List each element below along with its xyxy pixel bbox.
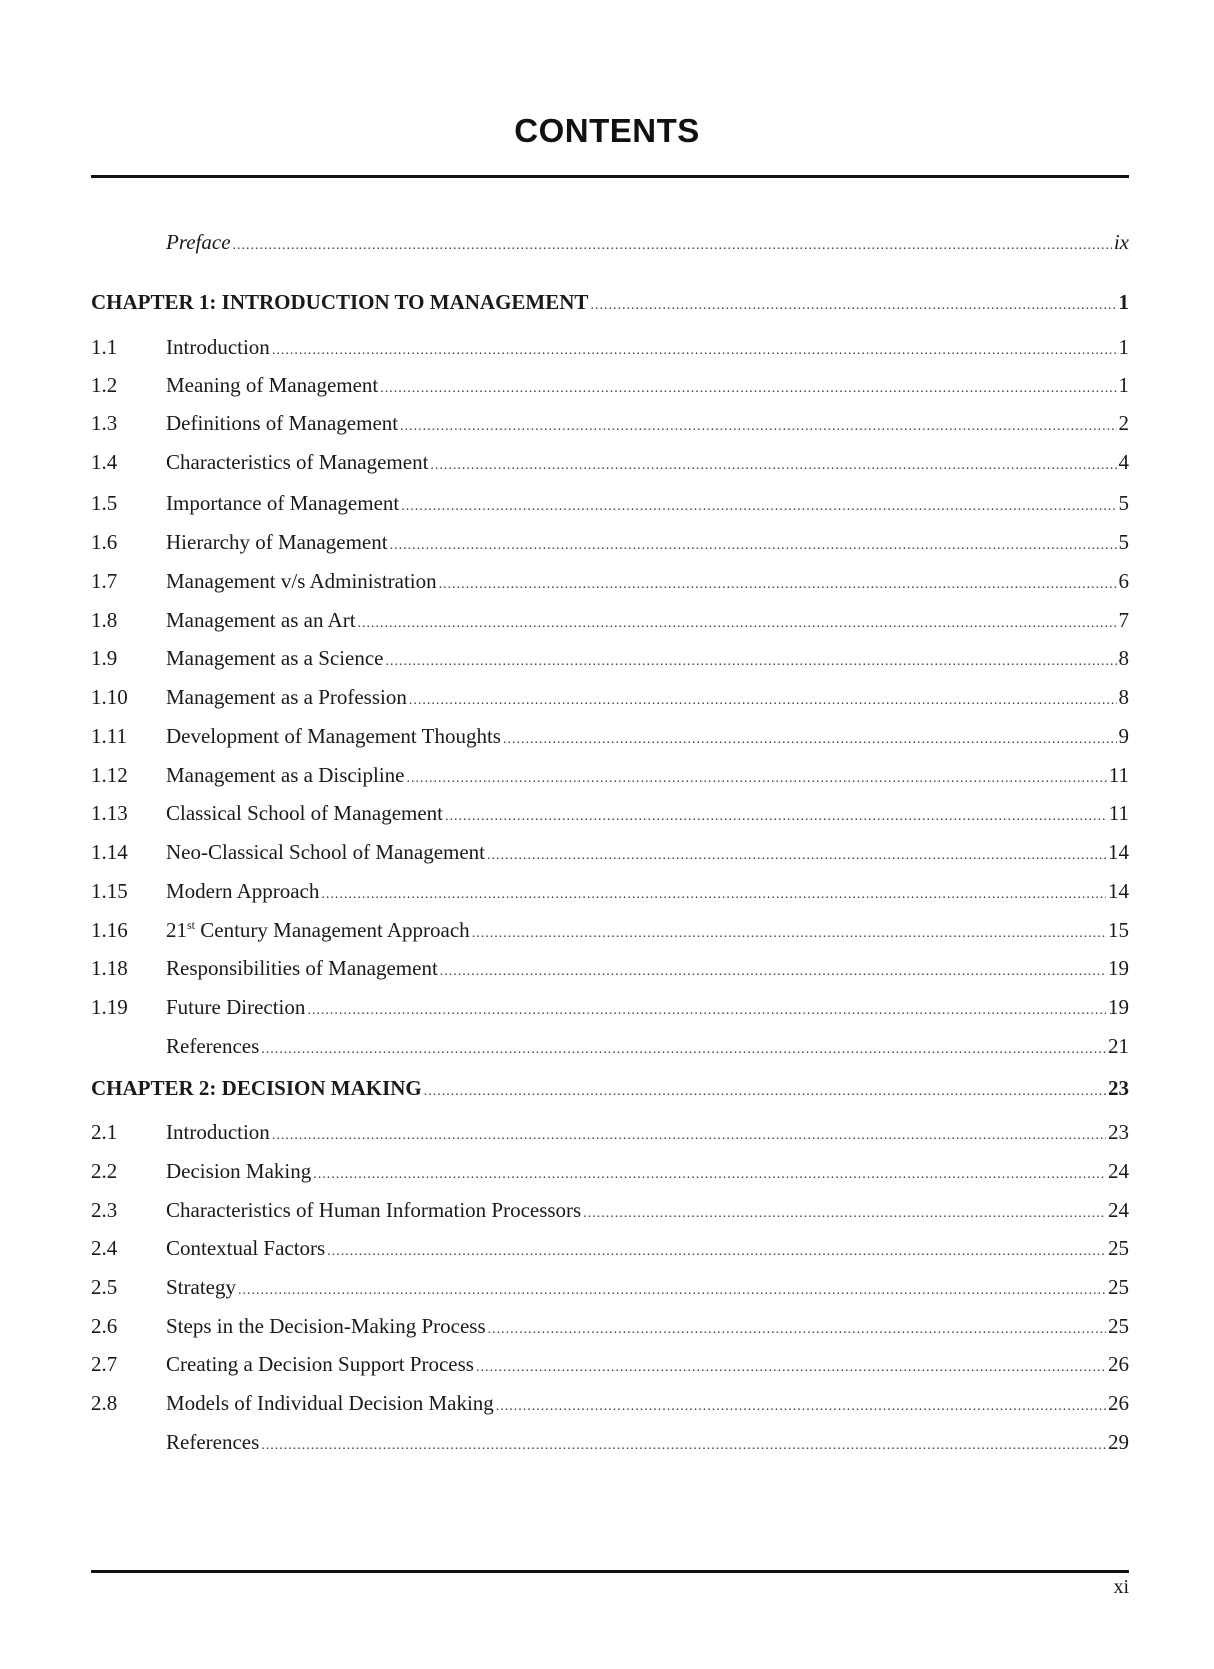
toc-row[interactable] bbox=[91, 1117, 1129, 1147]
toc-page-number: 24 bbox=[1108, 1159, 1129, 1183]
toc-preface-row[interactable] bbox=[91, 227, 1129, 257]
toc-page-number: 5 bbox=[1118, 530, 1129, 554]
toc-entry-title: Management as a Discipline bbox=[166, 763, 405, 787]
toc-entry-title: Characteristics of Human Information Processors bbox=[166, 1198, 582, 1222]
toc-entry-title: Characteristics of Management bbox=[166, 450, 429, 474]
dot-leader bbox=[488, 1315, 1106, 1345]
toc-page-number: 5 bbox=[1118, 491, 1129, 515]
toc-row[interactable] bbox=[91, 447, 1129, 477]
toc-row[interactable] bbox=[91, 605, 1129, 635]
dot-leader bbox=[430, 451, 1116, 481]
toc-entry-title: Preface bbox=[166, 230, 231, 254]
toc-entry-title: Strategy bbox=[166, 1275, 236, 1299]
toc-entry-title: Contextual Factors bbox=[166, 1236, 326, 1260]
toc-section-number: 2.6 bbox=[91, 1314, 118, 1338]
toc-page-number: 1 bbox=[1118, 290, 1129, 314]
toc-page-number: 23 bbox=[1108, 1076, 1129, 1100]
toc-row[interactable] bbox=[91, 643, 1129, 673]
toc-row[interactable] bbox=[91, 876, 1129, 906]
toc-page-number: 4 bbox=[1118, 450, 1129, 474]
toc-section-number: 1.9 bbox=[91, 646, 118, 670]
toc-entry-title: Modern Approach bbox=[166, 879, 320, 903]
toc-page-number: 1 bbox=[1118, 335, 1129, 359]
dot-leader bbox=[233, 231, 1112, 261]
toc-entry-title: Steps in the Decision-Making Process bbox=[166, 1314, 486, 1338]
toc-section-number: 2.3 bbox=[91, 1198, 118, 1222]
dot-leader bbox=[445, 802, 1107, 832]
toc-row[interactable] bbox=[91, 837, 1129, 867]
toc-page-number: 25 bbox=[1108, 1236, 1129, 1260]
dot-leader bbox=[261, 1035, 1106, 1065]
toc-page-number: 14 bbox=[1108, 840, 1129, 864]
toc-entry-title: Management as a Profession bbox=[166, 685, 407, 709]
toc-page-number: 19 bbox=[1108, 956, 1129, 980]
dot-leader bbox=[272, 336, 1117, 366]
dot-leader bbox=[401, 492, 1116, 522]
toc-row[interactable] bbox=[91, 798, 1129, 828]
toc-section-number: 2.2 bbox=[91, 1159, 118, 1183]
toc-section-number: 1.6 bbox=[91, 530, 118, 554]
toc-section-number: 1.7 bbox=[91, 569, 118, 593]
toc-entry-title: Meaning of Management bbox=[166, 373, 379, 397]
toc-entry-title-prefix: 21 bbox=[166, 918, 187, 942]
toc-entry-title-superscript: st bbox=[187, 918, 196, 932]
toc-entry-title: Future Direction bbox=[166, 995, 306, 1019]
toc-row[interactable] bbox=[91, 992, 1129, 1022]
toc-row[interactable] bbox=[91, 1195, 1129, 1225]
toc-row[interactable] bbox=[91, 760, 1129, 790]
toc-section-number: 1.2 bbox=[91, 373, 118, 397]
toc-section-number: 1.8 bbox=[91, 608, 118, 632]
toc-row[interactable] bbox=[91, 1349, 1129, 1379]
toc-entry-title: Creating a Decision Support Process bbox=[166, 1352, 474, 1376]
toc-page-number: ix bbox=[1113, 230, 1129, 254]
toc-chapter-row[interactable] bbox=[91, 287, 1129, 317]
toc-section-number: 2.1 bbox=[91, 1120, 118, 1144]
toc-section-number: 1.4 bbox=[91, 450, 118, 474]
toc-row[interactable] bbox=[91, 953, 1129, 983]
dot-leader bbox=[321, 880, 1106, 910]
toc-section-number: 1.15 bbox=[91, 879, 128, 903]
toc-entry-title-rest: Century Management Approach bbox=[195, 918, 470, 942]
page-number: xi bbox=[1113, 1576, 1129, 1598]
toc-page-number: 21 bbox=[1108, 1034, 1129, 1058]
toc-section-number: 1.18 bbox=[91, 956, 128, 980]
dot-leader bbox=[503, 725, 1117, 755]
toc-section-number: 1.13 bbox=[91, 801, 128, 825]
toc-section-number: 1.10 bbox=[91, 685, 128, 709]
page-title: CONTENTS bbox=[514, 112, 700, 149]
toc-row[interactable] bbox=[91, 915, 1129, 945]
toc-page-number: 15 bbox=[1108, 918, 1129, 942]
top-rule bbox=[91, 175, 1129, 178]
toc-chapter-row[interactable] bbox=[91, 1073, 1129, 1103]
toc-row[interactable] bbox=[91, 1156, 1129, 1186]
dot-leader bbox=[496, 1392, 1106, 1422]
toc-row[interactable] bbox=[91, 1031, 1129, 1061]
toc-entry-title: Management as a Science bbox=[166, 646, 384, 670]
toc-section-number: 1.12 bbox=[91, 763, 128, 787]
dot-leader bbox=[272, 1121, 1106, 1151]
toc-entry-title: Responsibilities of Management bbox=[166, 956, 438, 980]
toc-page-number: 26 bbox=[1108, 1391, 1129, 1415]
dot-leader bbox=[327, 1237, 1106, 1267]
toc-row[interactable] bbox=[91, 721, 1129, 751]
toc-section-number: 1.1 bbox=[91, 335, 118, 359]
dot-leader bbox=[400, 412, 1116, 442]
toc-entry-title: CHAPTER 2: DECISION MAKING bbox=[91, 1076, 422, 1100]
toc-row[interactable] bbox=[91, 370, 1129, 400]
toc-entry-title: Introduction bbox=[166, 335, 270, 359]
dot-leader bbox=[409, 686, 1117, 716]
toc-row[interactable] bbox=[91, 488, 1129, 518]
toc-entry-title: References bbox=[166, 1430, 260, 1454]
toc-section-number: 2.5 bbox=[91, 1275, 118, 1299]
toc-entry-title bbox=[166, 915, 470, 945]
dot-leader bbox=[590, 291, 1116, 321]
toc-page-number: 9 bbox=[1118, 724, 1129, 748]
dot-leader bbox=[380, 374, 1116, 404]
toc-entry-title: Importance of Management bbox=[166, 491, 400, 515]
dot-leader bbox=[583, 1199, 1106, 1229]
toc-page-number: 8 bbox=[1118, 685, 1129, 709]
toc-row[interactable] bbox=[91, 332, 1129, 362]
dot-leader bbox=[358, 609, 1117, 639]
toc-row[interactable] bbox=[91, 1233, 1129, 1263]
toc-page-number: 11 bbox=[1108, 801, 1129, 825]
dot-leader bbox=[424, 1077, 1106, 1107]
toc-row[interactable] bbox=[91, 1311, 1129, 1341]
toc-row[interactable] bbox=[91, 566, 1129, 596]
toc-page-number: 25 bbox=[1108, 1275, 1129, 1299]
toc-entry-title: Hierarchy of Management bbox=[166, 530, 388, 554]
toc-page-number: 25 bbox=[1108, 1314, 1129, 1338]
toc-page-number: 24 bbox=[1108, 1198, 1129, 1222]
toc-page-number: 23 bbox=[1108, 1120, 1129, 1144]
toc-entry-title: References bbox=[166, 1034, 260, 1058]
dot-leader bbox=[307, 996, 1106, 1026]
toc-entry-title: Introduction bbox=[166, 1120, 270, 1144]
toc-page-number: 6 bbox=[1118, 569, 1129, 593]
toc-entry-title: Management as an Art bbox=[166, 608, 356, 632]
dot-leader bbox=[472, 919, 1106, 949]
toc-row[interactable] bbox=[91, 527, 1129, 557]
dot-leader bbox=[386, 647, 1117, 677]
dot-leader bbox=[439, 570, 1117, 600]
dot-leader bbox=[390, 531, 1117, 561]
toc-entry-title: Definitions of Management bbox=[166, 411, 399, 435]
toc-section-number: 1.5 bbox=[91, 491, 118, 515]
toc-page-number: 29 bbox=[1108, 1430, 1129, 1454]
toc-row[interactable] bbox=[91, 1427, 1129, 1457]
dot-leader bbox=[261, 1431, 1106, 1461]
toc-page-number: 7 bbox=[1118, 608, 1129, 632]
toc-page-number: 2 bbox=[1118, 411, 1129, 435]
toc-entry-title: Development of Management Thoughts bbox=[166, 724, 501, 748]
toc-section-number: 2.7 bbox=[91, 1352, 118, 1376]
bottom-rule bbox=[91, 1570, 1129, 1573]
dot-leader bbox=[487, 841, 1106, 871]
toc-section-number: 1.14 bbox=[91, 840, 128, 864]
dot-leader bbox=[407, 764, 1107, 794]
toc-page-number: 1 bbox=[1118, 373, 1129, 397]
toc-page-number: 8 bbox=[1118, 646, 1129, 670]
toc-row[interactable] bbox=[91, 682, 1129, 712]
toc-entry-title: Models of Individual Decision Making bbox=[166, 1391, 494, 1415]
toc-row[interactable] bbox=[91, 408, 1129, 438]
dot-leader bbox=[238, 1276, 1106, 1306]
toc-section-number: 2.8 bbox=[91, 1391, 118, 1415]
toc-entry-title: Neo-Classical School of Management bbox=[166, 840, 485, 864]
toc-row[interactable] bbox=[91, 1272, 1129, 1302]
toc-section-number: 1.3 bbox=[91, 411, 118, 435]
toc-page-number: 14 bbox=[1108, 879, 1129, 903]
toc-section-number: 2.4 bbox=[91, 1236, 118, 1260]
toc-entry-title: CHAPTER 1: INTRODUCTION TO MANAGEMENT bbox=[91, 290, 589, 314]
toc-section-number: 1.19 bbox=[91, 995, 128, 1019]
toc-page-number: 19 bbox=[1108, 995, 1129, 1019]
dot-leader bbox=[476, 1353, 1106, 1383]
toc-section-number: 1.16 bbox=[91, 918, 128, 942]
toc-entry-title: Decision Making bbox=[166, 1159, 312, 1183]
toc-entry-title: Classical School of Management bbox=[166, 801, 444, 825]
dot-leader bbox=[313, 1160, 1106, 1190]
toc-section-number: 1.11 bbox=[91, 724, 127, 748]
toc-row[interactable] bbox=[91, 1388, 1129, 1418]
toc-entry-title: Management v/s Administration bbox=[166, 569, 437, 593]
dot-leader bbox=[440, 957, 1106, 987]
toc-page-number: 26 bbox=[1108, 1352, 1129, 1376]
toc-page-number: 11 bbox=[1108, 763, 1129, 787]
